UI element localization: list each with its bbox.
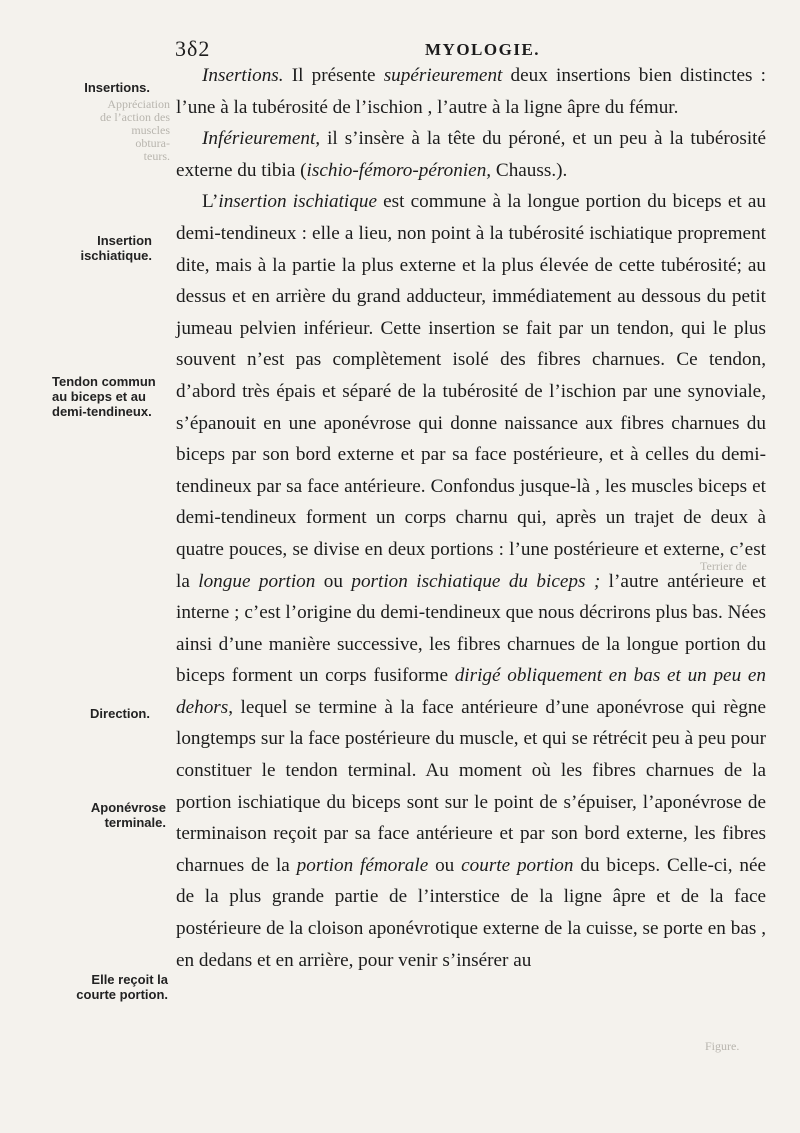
bleed-through-mark: Appréciation de l’action des muscles obtura- teurs. — [100, 97, 170, 163]
paragraph-insertion-ischiatique — [176, 186, 766, 976]
paragraph-insertions — [176, 60, 766, 123]
margin-note-tendon-commun: Tendon commun au biceps et au demi-tendineux. — [52, 374, 156, 419]
text-run: ou — [428, 854, 462, 876]
margin-note-insertions: Insertions. — [84, 80, 150, 95]
margin-note-aponevrose-terminale: Aponévrose terminale. — [90, 800, 166, 830]
margin-note-direction: Direction. — [90, 706, 150, 721]
margin-note-courte-portion: Elle reçoit la courte portion. — [76, 972, 168, 1002]
text-run: est commune à la longue portion du biceps et au demi-tendineux : elle a lieu, non point à la tubérosité ischiatique proprement dite, mais à la partie la plus externe et la plus élevée de cette tubérosité; au dessus et en arrière du grand adducteur, immédiatement au dessous du petit jumeau pelvien inférieur. Cette insertion se fait par un tendon, qui le plus souvent n’est pas complètement isolé des fibres charnues. Ce tendon, d’abord très épais et séparé de la tubérosité de l’ischion par une synoviale, s’épanouit en une aponévrose qui donne naissance aux fibres charnues du biceps par son bord externe et par sa face postérieure, et à celles du demi-tendineux par sa face antérieure. Confondus jusque-là , les muscles biceps et demi-tendineux forment un corps charnu qui, après un trajet de deux à quatre pouces, se divise en deux portions : l’une postérieure et externe, c’est la — [176, 191, 766, 592]
text-run: L’ — [202, 191, 219, 213]
italic-term: portion ischiatique du biceps ; — [351, 570, 601, 592]
body-text — [176, 60, 766, 976]
text-run: Chauss.). — [491, 159, 568, 181]
bleed-through-mark: Figure. — [705, 1039, 740, 1053]
italic-term: supérieurement — [383, 65, 503, 86]
text-run: l’autre antérieure et interne ; c’est l’origine du demi-tendineux que nous décrirons plus bas. Nées ainsi d’une manière successive, les fibres charnues de la longue portion du biceps forment un corps fusiforme — [176, 570, 766, 687]
text-run: , lequel se termine à la face antérieure d’une aponévrose qui règne longtemps sur la face postérieure du muscle, et qui se rétrécit peu à peu pour constituer le tendon terminal. Au moment où les fibres charnues de la portion ischiatique du biceps sont sur le point de s’épuiser, l’aponévrose de terminaison reçoit par sa face antérieure et par son bord externe, les fibres charnues de la — [176, 696, 766, 876]
text-run: Il présente — [283, 65, 384, 86]
text-run: deux insertions bien distinctes : l’une à la tubérosité de l’ischion , l’autre à la ligne âpre du fémur. — [176, 65, 766, 118]
bleed-through-mark: Terrier de — [700, 559, 747, 573]
margin-note-insertion-ischiatique: Insertion ischiatique. — [80, 233, 152, 263]
italic-term: Inférieurement, — [202, 128, 321, 150]
italic-term: courte portion — [461, 854, 574, 876]
text-run: il s’insère à la tête du péroné, et un peu à la tubérosité externe du tibia ( — [176, 128, 766, 181]
text-run: du biceps. Celle-ci, née de la plus grande partie de l’interstice de la ligne âpre et de la face postérieure de la cloison aponévrotique externe de la cuisse, se porte en bas , en dedans et en arrière, pour venir s’insérer au — [176, 854, 767, 971]
page-number: 3δ2 — [175, 36, 211, 61]
running-head: MYOLOGIE. — [425, 40, 541, 59]
italic-term: ischio-fémoro-péronien, — [306, 159, 492, 181]
italic-term: portion fémorale — [296, 854, 429, 876]
italic-term: Insertions. — [202, 65, 284, 86]
italic-term: dirigé obliquement en bas et un peu en dehors — [176, 665, 766, 718]
italic-term: insertion ischiatique — [218, 191, 377, 213]
text-run: ou — [315, 570, 352, 592]
paragraph-inferieurement — [176, 123, 766, 186]
italic-term: longue portion — [198, 570, 316, 592]
